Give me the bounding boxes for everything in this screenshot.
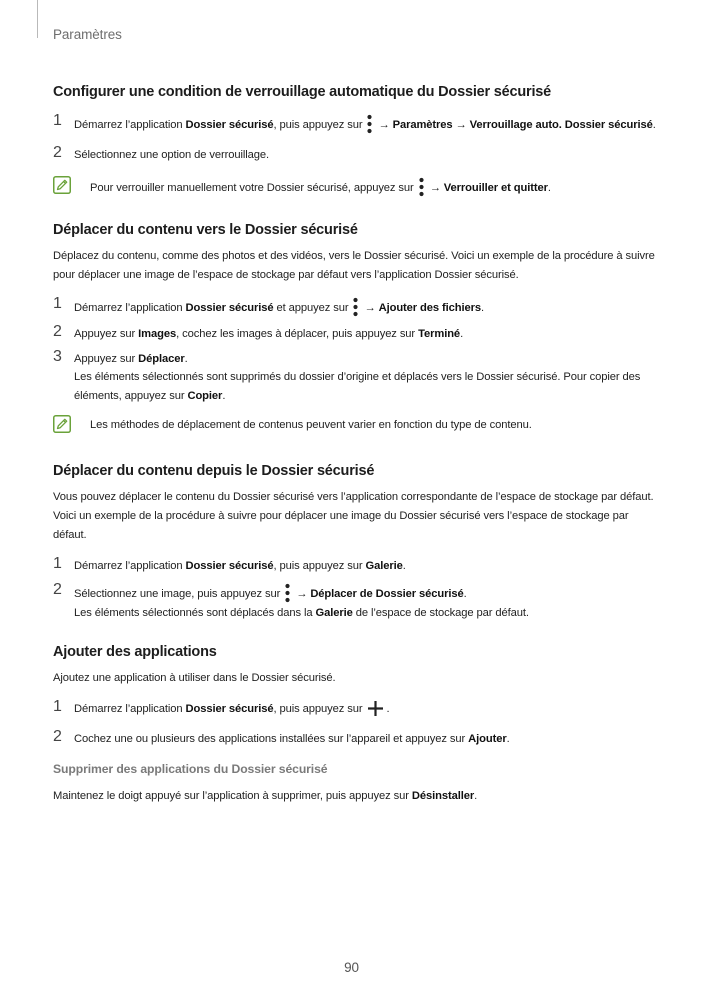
step-1: 1 Démarrez l’application Dossier sécurisé, puis appuyez sur Galerie. xyxy=(53,554,406,572)
section-title-move-from: Déplacer du contenu depuis le Dossier sécurisé xyxy=(53,462,375,479)
step-number: 2 xyxy=(53,727,62,745)
step-number: 2 xyxy=(53,323,62,340)
step-number: 2 xyxy=(53,581,62,598)
step-2: 2 Cochez une ou plusieurs des applications installées sur l’appareil et appuyez sur Ajouter. xyxy=(53,727,510,745)
step-1: 1 Démarrez l’application Dossier sécurisé et appuyez sur → Ajouter des fichiers. xyxy=(53,297,658,318)
section-intro: Vous pouvez déplacer le contenu du Dossier sécurisé vers l’application correspondante de l’espace de stockage par défaut. Voici un exemple de la procédure à suivre pour déplacer une image du Dossier sécurisé vers l’espace de stockage par défaut. xyxy=(53,490,654,541)
page-content xyxy=(53,84,658,806)
step-2: 2 Sélectionnez une image, puis appuyez sur → Déplacer de Dossier sécurisé. Les éléments sélectionnés sont déplacés dans la Galerie de l’espace de stockage par défaut. xyxy=(53,581,529,619)
page-header: Paramètres xyxy=(53,27,122,42)
section-title-move-to: Déplacer du contenu vers le Dossier sécurisé xyxy=(53,221,358,238)
page-number: 90 xyxy=(344,960,359,975)
note: Pour verrouiller manuellement votre Dossier sécurisé, appuyez sur → Verrouiller et quitter. xyxy=(53,177,658,198)
note-icon xyxy=(53,415,71,433)
step-3: 3 Appuyez sur Déplacer. Les éléments sélectionnés sont supprimés du dossier d’origine et déplacés vers le Dossier sécurisé. Pour copier des éléments, appuyez sur Copier. xyxy=(53,347,641,402)
more-options-icon xyxy=(353,297,358,317)
section-title-auto-lock: Configurer une condition de verrouillage automatique du Dossier sécurisé xyxy=(53,84,552,100)
step-1: 1 Démarrez l’application Dossier sécurisé, puis appuyez sur . xyxy=(53,698,390,715)
note-icon xyxy=(53,176,71,194)
step-number: 1 xyxy=(53,294,62,312)
step-number: 1 xyxy=(53,554,62,572)
subsection-title-remove-apps: Supprimer des applications du Dossier sécurisé xyxy=(53,762,328,776)
section-intro: Déplacez du contenu, comme des photos et des vidéos, vers le Dossier sécurisé. Voici un exemple de la procédure à suivre pour déplacer une image de l’espace de stockage par défaut vers l’application Dossier sécurisé. xyxy=(53,249,655,281)
section-title-add-apps: Ajouter des applications xyxy=(53,644,217,660)
header-divider xyxy=(37,0,38,38)
step-number: 1 xyxy=(53,698,62,715)
step-number: 1 xyxy=(53,112,62,129)
step-2: 2 Appuyez sur Images, cochez les images à déplacer, puis appuyez sur Terminé. xyxy=(53,323,464,340)
more-options-icon xyxy=(419,177,424,197)
more-options-icon xyxy=(367,114,372,134)
step-number: 2 xyxy=(53,143,62,161)
add-icon xyxy=(367,700,384,717)
more-options-icon xyxy=(285,583,290,603)
section-intro: Ajoutez une application à utiliser dans le Dossier sécurisé. xyxy=(53,672,336,684)
step-2: 2 Sélectionnez une option de verrouillage. xyxy=(53,143,270,161)
step-1: 1 Démarrez l’application Dossier sécurisé, puis appuyez sur → Paramètres → Verrouillage auto. Dossier sécurisé. xyxy=(53,114,658,135)
step-number: 3 xyxy=(53,347,62,365)
note: Les méthodes de déplacement de contenus peuvent varier en fonction du type de contenu. xyxy=(53,416,658,435)
subsection-text: Maintenez le doigt appuyé sur l’application à supprimer, puis appuyez sur Désinstaller. xyxy=(53,790,478,802)
